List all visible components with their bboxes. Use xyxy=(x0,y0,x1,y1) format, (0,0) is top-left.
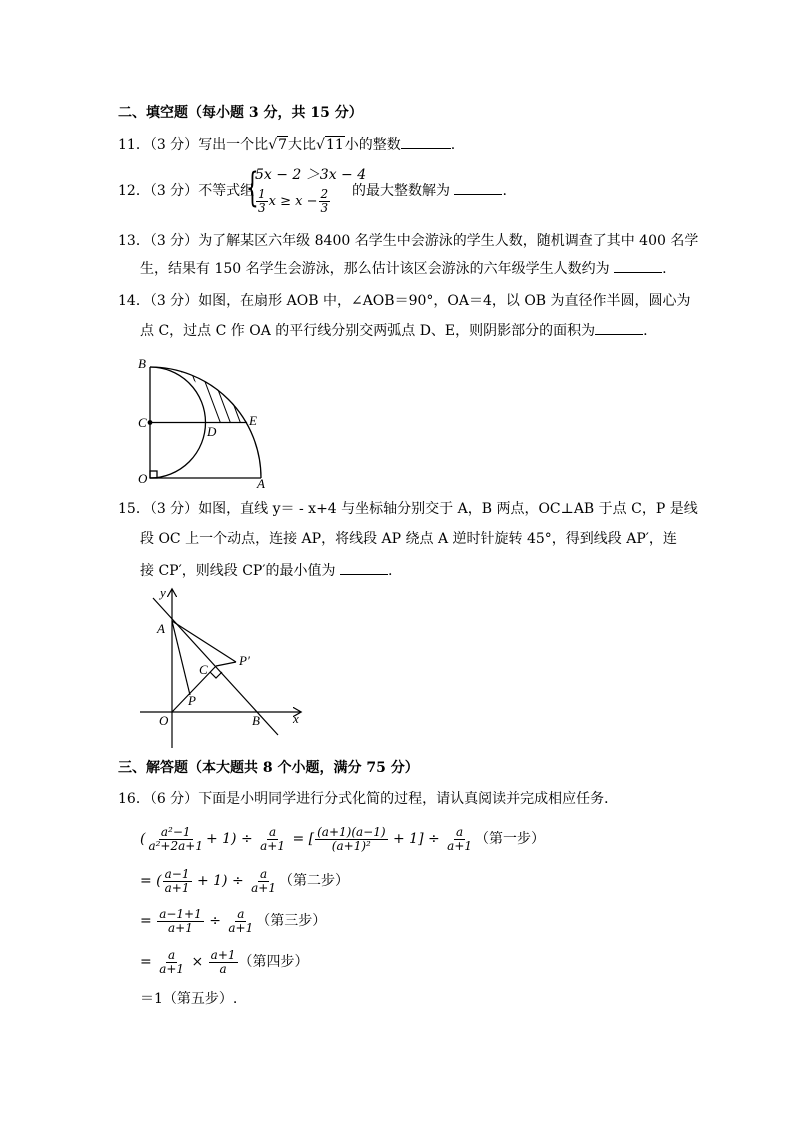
question-text: 不等式组 xyxy=(198,183,255,199)
question-score: （3 分） xyxy=(149,501,199,517)
label-P-prime: P′ xyxy=(239,653,250,668)
question-13 xyxy=(118,232,698,250)
label-C: C xyxy=(199,662,208,677)
question-15-line3 xyxy=(140,562,392,580)
question-12-head xyxy=(118,182,254,200)
question-number: 14． xyxy=(118,293,150,309)
step-5: ＝1（第五步）. xyxy=(140,991,238,1007)
question-number: 11． xyxy=(118,137,150,153)
period: . xyxy=(450,137,456,153)
answer-blank[interactable] xyxy=(595,334,643,335)
step-4: = $\frac{a}{a+1}$ × $\frac{a+1}{a}$ （第四步） xyxy=(140,947,309,976)
question-11 xyxy=(118,136,455,154)
question-text: 如图，在扇形 AOB 中，∠AOB＝90°，OA＝4，以 OB 为直径作半圆，圆心为 xyxy=(198,293,691,309)
question-text: 的最大整数解为 xyxy=(352,183,450,199)
question-text: 下面是小明同学进行分式化简的过程，请认真阅读并完成相应任务． xyxy=(198,791,619,807)
question-number: 12． xyxy=(118,183,150,199)
question-score: （3 分） xyxy=(149,183,199,199)
label-A: A xyxy=(157,621,165,636)
period: . xyxy=(502,183,507,199)
question-text: 小的整数 xyxy=(344,137,401,153)
label-E: E xyxy=(249,413,257,428)
step-3: = $\frac{a-1+1}{a+1}$ ÷ $\frac{a}{a+1}$ （第三步） xyxy=(140,906,327,935)
question-number: 15． xyxy=(118,501,150,517)
question-score: （3 分） xyxy=(149,137,199,153)
answer-blank[interactable] xyxy=(401,148,451,149)
figure-15-coordinate xyxy=(135,585,310,750)
question-number: 16． xyxy=(118,791,150,807)
answer-blank[interactable] xyxy=(614,272,662,273)
inequality-brace: { xyxy=(246,165,259,211)
section-title-fill-in: 二、填空题（每小题 3 分，共 15 分） xyxy=(118,105,363,121)
label-x: x xyxy=(293,711,299,726)
period: . xyxy=(643,323,648,339)
question-12-tail xyxy=(352,182,507,200)
question-text: 写出一个比 xyxy=(198,137,269,153)
inequality-1: 5x − 2 ＞3x − 4 xyxy=(255,167,367,183)
label-B: B xyxy=(252,713,260,728)
period: . xyxy=(387,563,393,579)
question-score: （3 分） xyxy=(149,233,199,249)
label-D: D xyxy=(207,424,217,439)
label-P: P xyxy=(188,693,196,708)
sqrt-11: √11 xyxy=(316,137,344,153)
question-16 xyxy=(118,790,618,808)
question-score: （3 分） xyxy=(149,293,199,309)
question-text: 接 CP′，则线段 CP′的最小值为 xyxy=(140,563,336,579)
question-text: 生，结果有 150 名学生会游泳，那么估计该区会游泳的六年级学生人数约为 xyxy=(140,261,610,277)
question-text: 如图，直线 y＝ - x+4 与坐标轴分别交于 A，B 两点，OC⊥AB 于点 C，P 是线 xyxy=(198,501,698,517)
question-score: （6 分） xyxy=(149,791,199,807)
question-15-line2: 段 OC 上一个动点，连接 AP，将线段 AP 绕点 A 逆时针旋转 45°，得到线段 AP′，连 xyxy=(140,531,677,547)
question-text: 点 C，过点 C 作 OA 的平行线分别交两弧点 D、E，则阴影部分的面积为 xyxy=(140,323,596,339)
answer-blank[interactable] xyxy=(454,194,502,195)
question-text: 为了解某区六年级 8400 名学生中会游泳的学生人数，随机调查了其中 400 名学 xyxy=(198,233,699,249)
inequality-2: $\frac{1}{3}$ x ≥ x − $\frac{2}{3}$ xyxy=(258,187,329,215)
question-text: 大比 xyxy=(288,137,317,153)
label-A: A xyxy=(257,476,265,490)
answer-blank[interactable] xyxy=(340,574,388,575)
period: . xyxy=(662,261,667,277)
question-14-line2 xyxy=(140,322,648,340)
sqrt-7: √7 xyxy=(268,137,288,153)
question-13-line2 xyxy=(140,260,667,278)
question-number: 13． xyxy=(118,233,150,249)
label-C: C xyxy=(138,415,147,430)
label-O: O xyxy=(138,471,148,486)
step-2: = ( $\frac{a-1}{a+1}$ + 1) ÷ $\frac{a}{a+1}$ （第二步） xyxy=(140,866,349,895)
figure-14-sector xyxy=(135,355,275,490)
question-15 xyxy=(118,500,698,518)
label-B: B xyxy=(138,356,146,371)
section-title-solutions: 三、解答题（本大题共 8 个小题，满分 75 分） xyxy=(118,760,419,776)
label-O: O xyxy=(159,713,169,728)
question-14 xyxy=(118,292,691,310)
label-y: y xyxy=(160,585,166,600)
step-1: ( $\frac{\text{a²−1}}{\text{a²+2a+1}}$ + 1) ÷ $\frac{a}{a+1}$ = [ $\frac{(a+1)(a-1)}{\text{(a+1)²}}$ + 1] ÷ $\frac{a}{a+1}$ （第一步） xyxy=(140,824,546,853)
